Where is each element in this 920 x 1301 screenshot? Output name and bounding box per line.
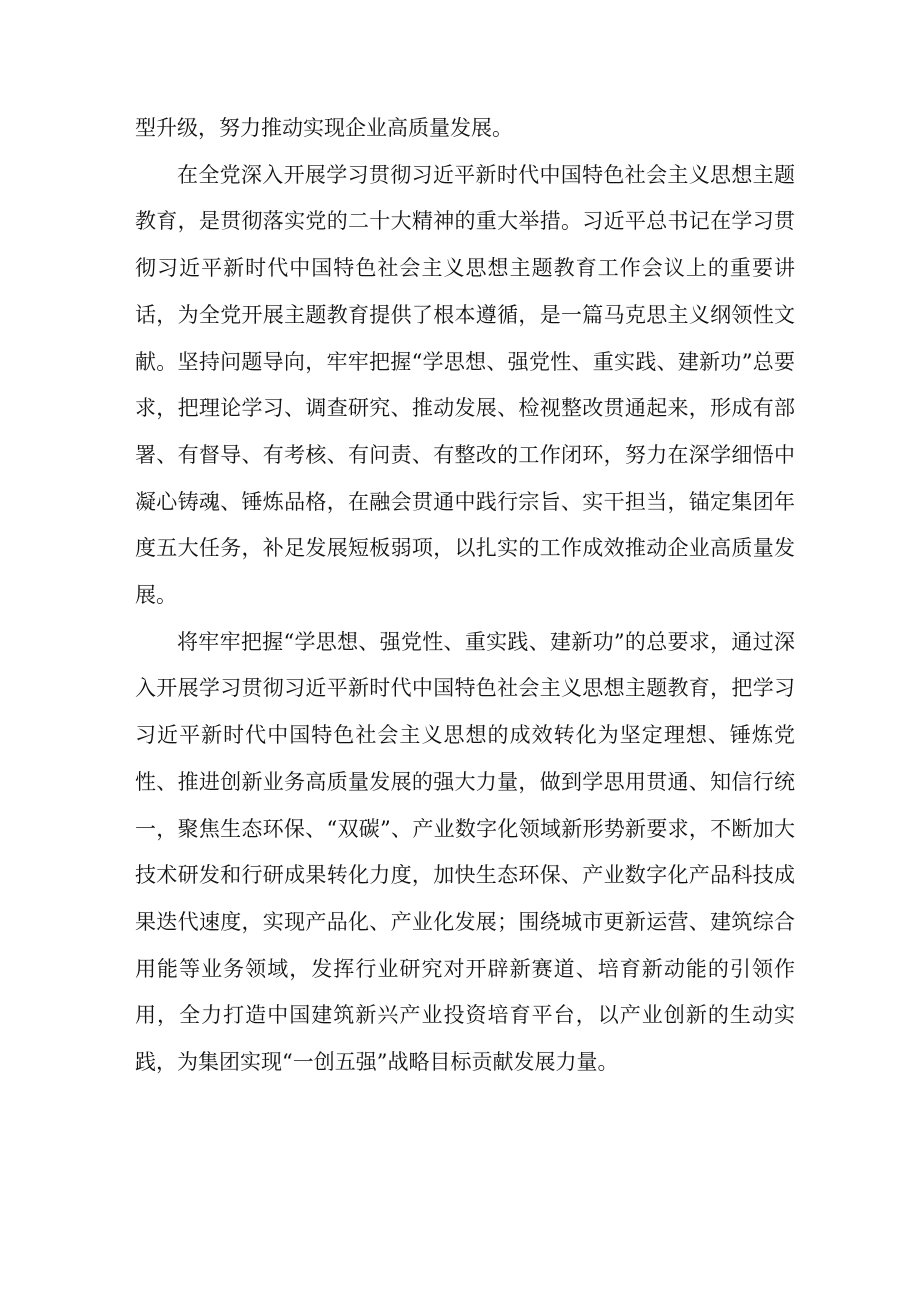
paragraph-theme-education: 在全党深入开展学习贯彻习近平新时代中国特色社会主义思想主题教育，是贯彻落实党的二十大精神的重大举措。习近平总书记在学习贯彻习近平新时代中国特色社会主义思想主题教育工作会议上的重要讲话，为全党开展主题教育提供了根本遵循，是一篇马克思主义纲领性文献。坚持问题导向，牢牢把握“学思想、强党性、重实践、建新功”总要求，把理论学习、调查研究、推动发展、检视整改贯通起来，形成有部署、有督导、有考核、有问责、有整改的工作闭环，努力在深学细悟中凝心铸魂、锤炼品格，在融会贯通中践行宗旨、实干担当，锚定集团年度五大任务，补足发展短板弱项，以扎实的工作成效推动企业高质量发展。 [135, 162, 795, 608]
document-body [135, 105, 795, 1086]
paragraph-general-requirements: 将牢牢把握“学思想、强党性、重实践、建新功”的总要求，通过深入开展学习贯彻习近平新时代中国特色社会主义思想主题教育，把学习习近平新时代中国特色社会主义思想的成效转化为坚定理想、锤炼党性、推进创新业务高质量发展的强大力量，做到学思用贯通、知信行统一，聚焦生态环保、“双碳”、产业数字化领域新形势新要求，不断加大技术研发和行研成果转化力度，加快生态环保、产业数字化产品科技成果迭代速度，实现产品化、产业化发展；围绕城市更新运营、建筑综合用能等业务领域，发挥行业研究对开辟新赛道、培育新动能的引领作用，全力打造中国建筑新兴产业投资培育平台，以产业创新的生动实践，为集团实现“一创五强”战略目标贡献发展力量。 [135, 629, 795, 1075]
paragraph-continued: 型升级，努力推动实现企业高质量发展。 [135, 116, 513, 140]
